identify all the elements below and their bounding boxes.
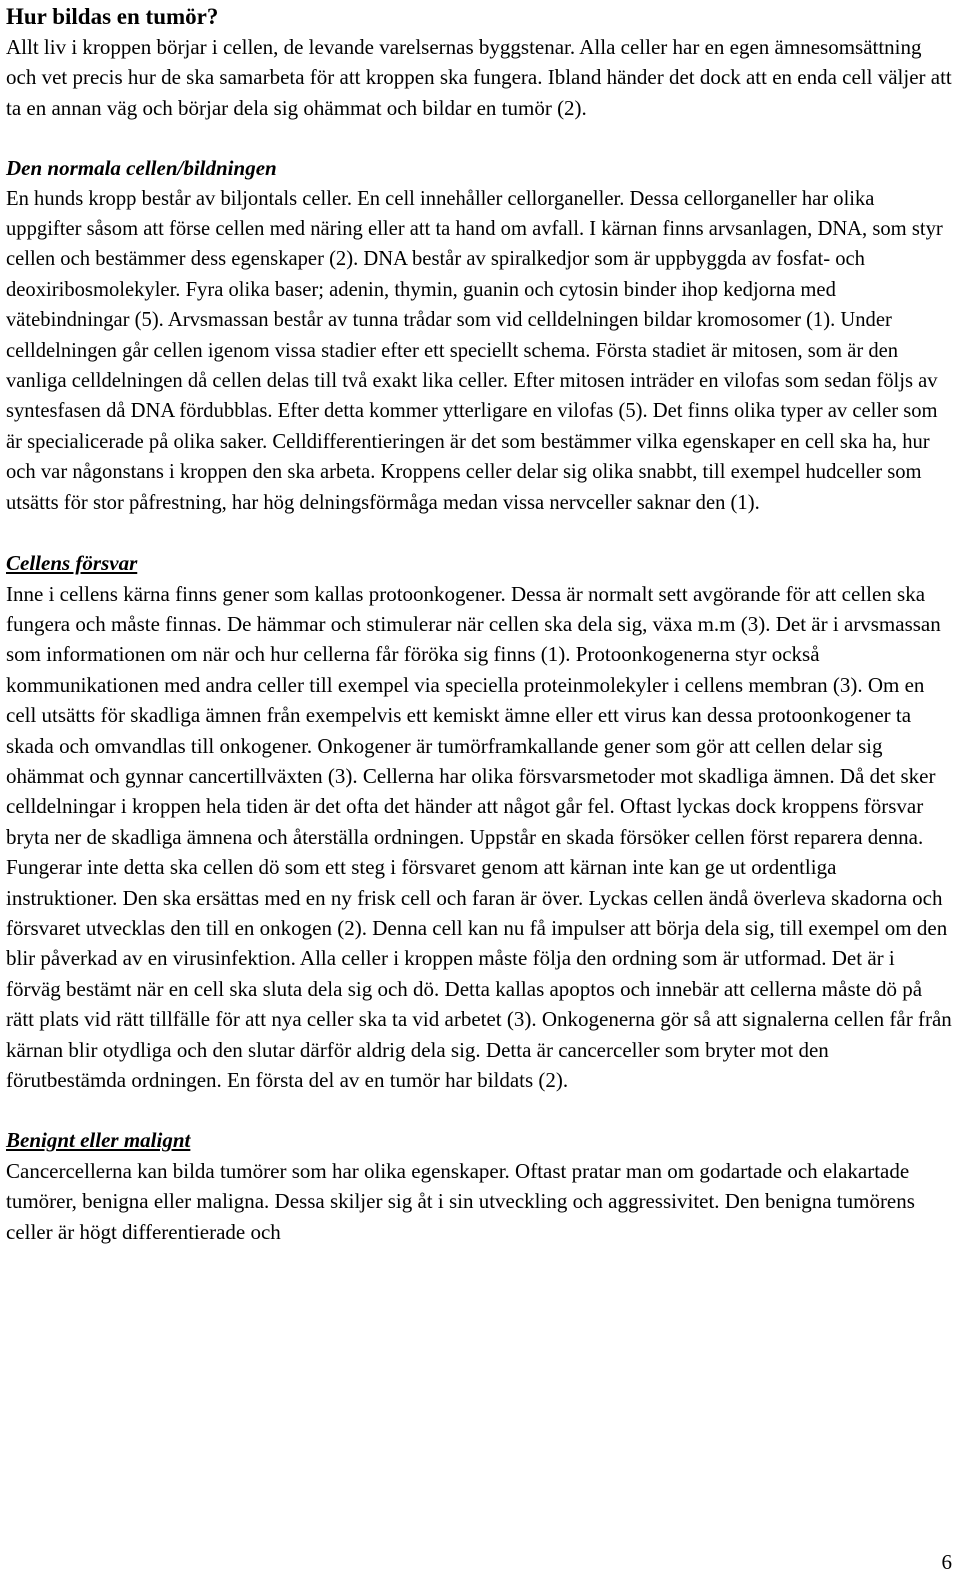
section-heading-normal-cell: Den normala cellen/bildningen	[6, 156, 277, 181]
document-title: Hur bildas en tumör?	[6, 4, 219, 29]
section-body-cell-defense: Inne i cellens kärna finns gener som kallas protoonkogener. Dessa är normalt sett avgörande för att cellen ska fungera och måste finnas. De hämmar och stimulerar när cellen ska dela sig, växa m.m (3). Det är i arvsmassan som informationen om när och hur cellerna får föröka sig finns (1). Protoonkogenerna styr också kommunikationen med andra celler till exempel via speciella proteinmolekyler i cellens membran (3). Om en cell utsätts för skadliga ämnen från exempelvis ett kemiskt ämne eller ett virus kan dessa protoonkogener ta skada och omvandlas till onkogener. Onkogener är tumörframkallande gener som gör att cellen delar sig ohämmat och gynnar cancertillväxten (3). Cellerna har olika försvarsmetoder mot skadliga ämnen. Då det sker celldelningar i kroppen hela tiden är det ofta det händer att något går fel. Oftast lyckas dock kroppens försvar bryta ner de skadliga ämnena och återställa ordningen. Uppstår en skada försöker cellen först reparera denna. Fungerar inte detta ska cellen dö som ett steg i försvaret genom att kärnan inte kan ge ut ordentliga instruktioner. Den ska ersättas med en ny frisk cell och faran är över. Lyckas cellen ändå överleva skadorna och försvaret utvecklas den till en onkogen (2). Denna cell kan nu få impulser att börja dela sig, till exempel om den blir påverkad av en virusinfektion. Alla celler i kroppen måste följa den ordning som är utformad. Det är i förväg bestämt när en cell ska sluta dela sig och dö. Detta kallas apoptos och innebär att cellerna måste dö på rätt plats vid rätt tillfälle för att nya celler ska ta vid arbetet (3). Onkogenerna gör så att signalerna cellen får från kärnan blir otydliga och den slutar därför aldrig dela sig. Detta är cancerceller som bryter mot den förutbestämda ordningen. En första del av en tumör har bildats (2).	[6, 581, 952, 1092]
page-number: 6	[941, 1550, 952, 1574]
spacer	[6, 123, 952, 153]
intro-paragraph: Allt liv i kroppen börjar i cellen, de levande varelsernas byggstenar. Alla celler har en egen ämnesomsättning och vet precis hur de ska samarbeta för att kroppen ska fungera. Ibland händer det dock att en enda cell väljer att ta en annan väg och börjar dela sig ohämmat och bildar en tumör (2).	[6, 35, 952, 120]
spacer	[6, 518, 952, 548]
spacer	[6, 1095, 952, 1125]
section-heading-cell-defense: Cellens försvar	[6, 551, 138, 576]
document-page	[6, 2, 952, 1247]
section-body-normal-cell: En hunds kropp består av biljontals celler. En cell innehåller cellorganeller. Dessa cellorganeller har olika uppgifter såsom att förse cellen med näring eller att ta hand om avfall. I kärnan finns arvsanlagen, DNA, som styr cellen och bestämmer dess egenskaper (2). DNA består av spiralkedjor som är uppbyggda av fosfat- och deoxiribosmolekyler. Fyra olika baser; adenin, thymin, guanin och cytosin binder ihop kedjorna med vätebindningar (5). Arvsmassan består av tunna trådar som vid celldelningen bildar kromosomer (1). Under celldelningen går cellen igenom vissa stadier efter ett speciellt schema. Första stadiet är mitosen, som är den vanliga celldelningen då cellen delas till två exakt lika celler. Efter mitosen inträder en vilofas som sedan följs av syntesfasen då DNA fördubblas. Efter detta kommer ytterligare en vilofas (5). Det finns olika typer av celler som är specialicerade på olika saker. Celldifferentieringen är det som bestämmer vilka egenskaper en cell ska ha, hur och var någonstans i kroppen den ska arbeta. Kroppens celler delar sig olika snabbt, till exempel hudceller som utsätts för stor påfrestning, har hög delningsförmåga medan vissa nervceller saknar den (1).	[6, 187, 943, 514]
section-body-benign-malignant: Cancercellerna kan bilda tumörer som har olika egenskaper. Oftast pratar man om godartade och elakartade tumörer, benigna eller maligna. Dessa skiljer sig åt i sin utveckling och aggressivitet. Den benigna tumörens celler är högt differentierade och	[6, 1158, 915, 1244]
section-heading-benign-malignant: Benignt eller malignt	[6, 1128, 191, 1153]
